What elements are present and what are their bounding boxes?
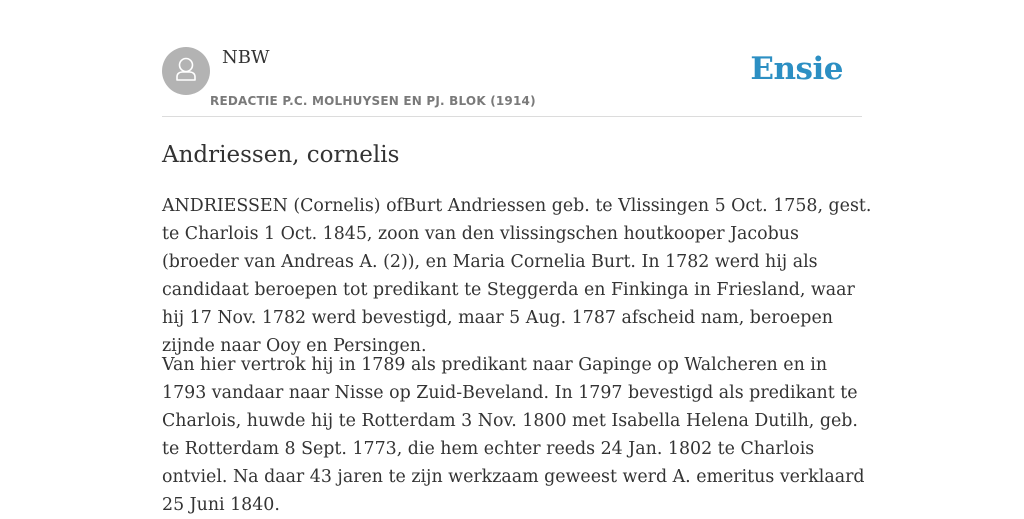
author-name[interactable]: NBW [222, 47, 270, 68]
article-card [162, 0, 872, 515]
person-icon [162, 47, 210, 95]
article-title: Andriessen, cornelis [162, 142, 400, 168]
source-subtitle: REDACTIE P.C. MOLHUYSEN EN PJ. BLOK (1914) [210, 94, 536, 108]
avatar[interactable] [162, 47, 210, 95]
article-paragraph-2: Van hier vertrok hij in 1789 als predikant naar Gapinge op Walcheren en in 1793 vandaar naar Nisse op Zuid-Beveland. In 1797 bevestigd als predikant te Charlois, huwde hij te Rotterdam 3 Nov. 1800 met Isabella Helena Dutilh, geb. te Rotterdam 8 Sept. 1773, die hem echter reeds 24 Jan. 1802 te Charlois ontviel. Na daar 43 jaren te zijn werkzaam geweest werd A. emeritus verklaard 25 Juni 1840. [162, 355, 865, 515]
brand-logo[interactable]: Ensie [750, 51, 843, 87]
article-paragraph-1: ANDRIESSEN (Cornelis) ofBurt Andriessen geb. te Vlissingen 5 Oct. 1758, gest. te Charlois 1 Oct. 1845, zoon van den vlissingschen houtkooper Jacobus (broeder van Andreas A. (2)), en Maria Cornelia Burt. In 1782 werd hij als candidaat beroepen tot predikant te Steggerda en Finkinga in Friesland, waar hij 17 Nov. 1782 werd bevestigd, maar 5 Aug. 1787 afscheid nam, beroepen zijnde naar Ooy en Persingen. [162, 196, 872, 356]
article-header [162, 0, 862, 117]
